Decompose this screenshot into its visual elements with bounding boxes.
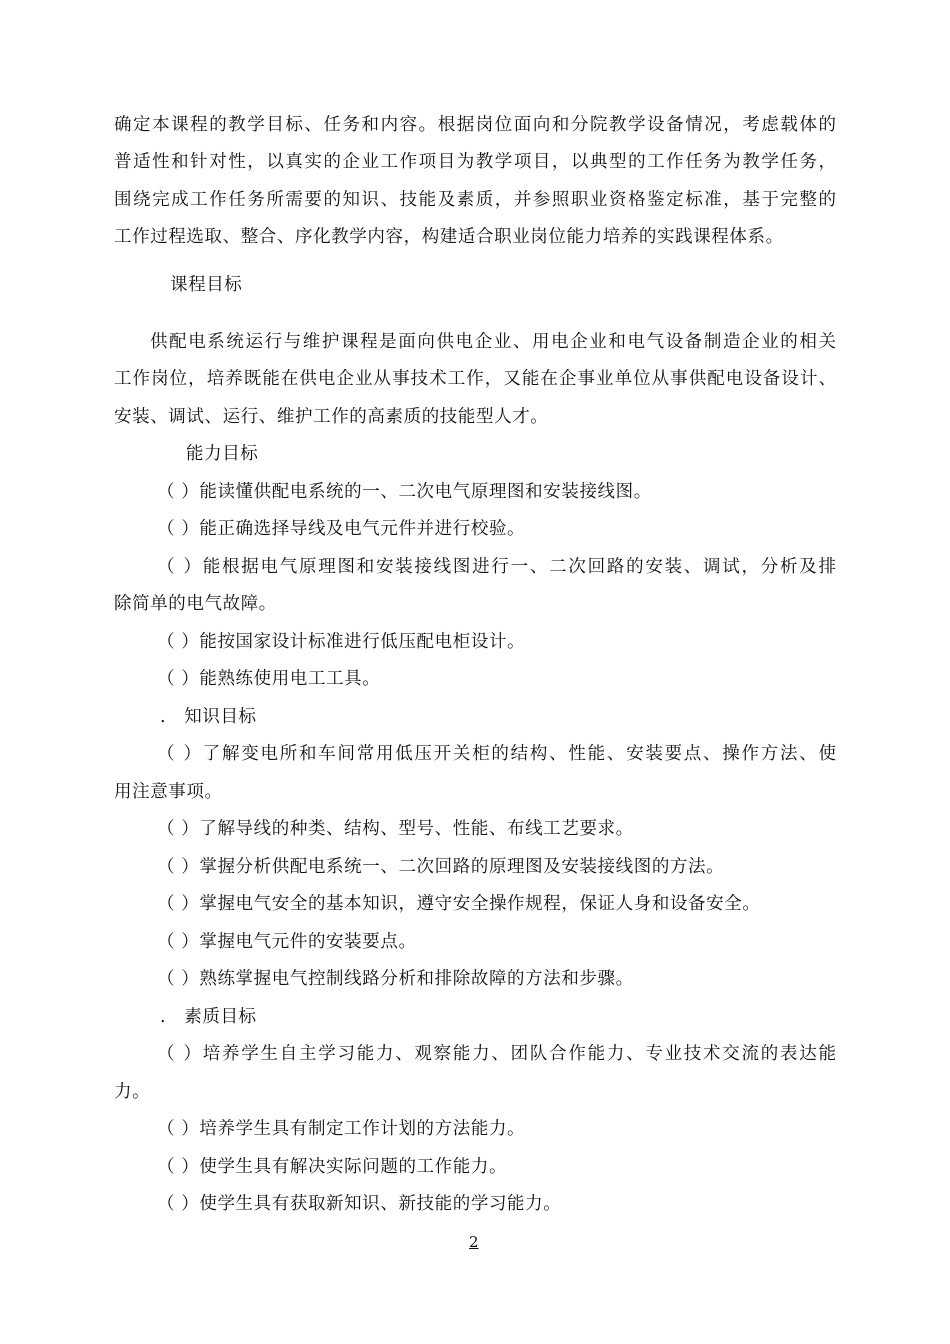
intro-line-3: 围绕完成工作任务所需要的知识、技能及素质，并参照职业资格鉴定标准，基于完整的 [114,190,836,210]
knowledge-item-2: （ ）了解导线的种类、结构、型号、性能、布线工艺要求。 [157,819,634,839]
knowledge-item-4: （ ）掌握电气安全的基本知识，遵守安全操作规程，保证人身和设备安全。 [157,894,761,914]
course-goal-line-3: 安装、调试、运行、维护工作的高素质的技能型人才。 [114,407,549,427]
knowledge-item-3: （ ）掌握分析供配电系统一、二次回路的原理图及安装接线图的方法。 [157,857,725,877]
quality-item-3: （ ）使学生具有解决实际问题的工作能力。 [157,1157,508,1177]
knowledge-item-5: （ ）掌握电气元件的安装要点。 [157,932,417,952]
ability-item-1: （ ）能读懂供配电系统的一、二次电气原理图和安装接线图。 [157,482,652,502]
course-goal-line-2: 工作岗位，培养既能在供电企业从事技术工作，又能在企事业单位从事供配电设备设计、 [114,369,836,389]
knowledge-heading: . 知识目标 [160,707,257,727]
course-goal-heading: 课程目标 [170,275,243,295]
knowledge-item-1: （ ）了解变电所和车间常用低压开关柜的结构、性能、安装要点、操作方法、使 [157,744,836,764]
quality-heading: . 素质目标 [160,1007,257,1027]
ability-item-5: （ ）能熟练使用电工工具。 [157,669,381,689]
ability-item-2: （ ）能正确选择导线及电气元件并进行校验。 [157,519,526,539]
intro-line-4: 工作过程选取、整合、序化教学内容，构建适合职业岗位能力培养的实践课程体系。 [114,227,784,247]
course-goal-line-1: 供配电系统运行与维护课程是面向供电企业、用电企业和电气设备制造企业的相关 [150,332,836,352]
quality-item-1: （ ）培养学生自主学习能力、观察能力、团队合作能力、专业技术交流的表达能 [157,1044,836,1064]
intro-line-2: 普适性和针对性，以真实的企业工作项目为教学项目，以典型的工作任务为教学任务， [114,152,836,172]
quality-item-4: （ ）使学生具有获取新知识、新技能的学习能力。 [157,1194,562,1214]
knowledge-item-1-cont: 用注意事项。 [114,782,223,802]
ability-item-3-cont: 除简单的电气故障。 [114,594,277,614]
quality-item-2: （ ）培养学生具有制定工作计划的方法能力。 [157,1119,526,1139]
ability-heading: 能力目标 [186,444,259,464]
intro-line-1: 确定本课程的教学目标、任务和内容。根据岗位面向和分院教学设备情况，考虑载体的 [114,115,836,135]
ability-item-3: （ ）能根据电气原理图和安装接线图进行一、二次回路的安装、调试，分析及排 [157,557,836,577]
quality-item-1-cont: 力。 [114,1082,151,1102]
knowledge-item-6: （ ）熟练掌握电气控制线路分析和排除故障的方法和步骤。 [157,969,634,989]
page-number: 2 [469,1233,479,1251]
ability-item-4: （ ）能按国家设计标准进行低压配电柜设计。 [157,632,526,652]
